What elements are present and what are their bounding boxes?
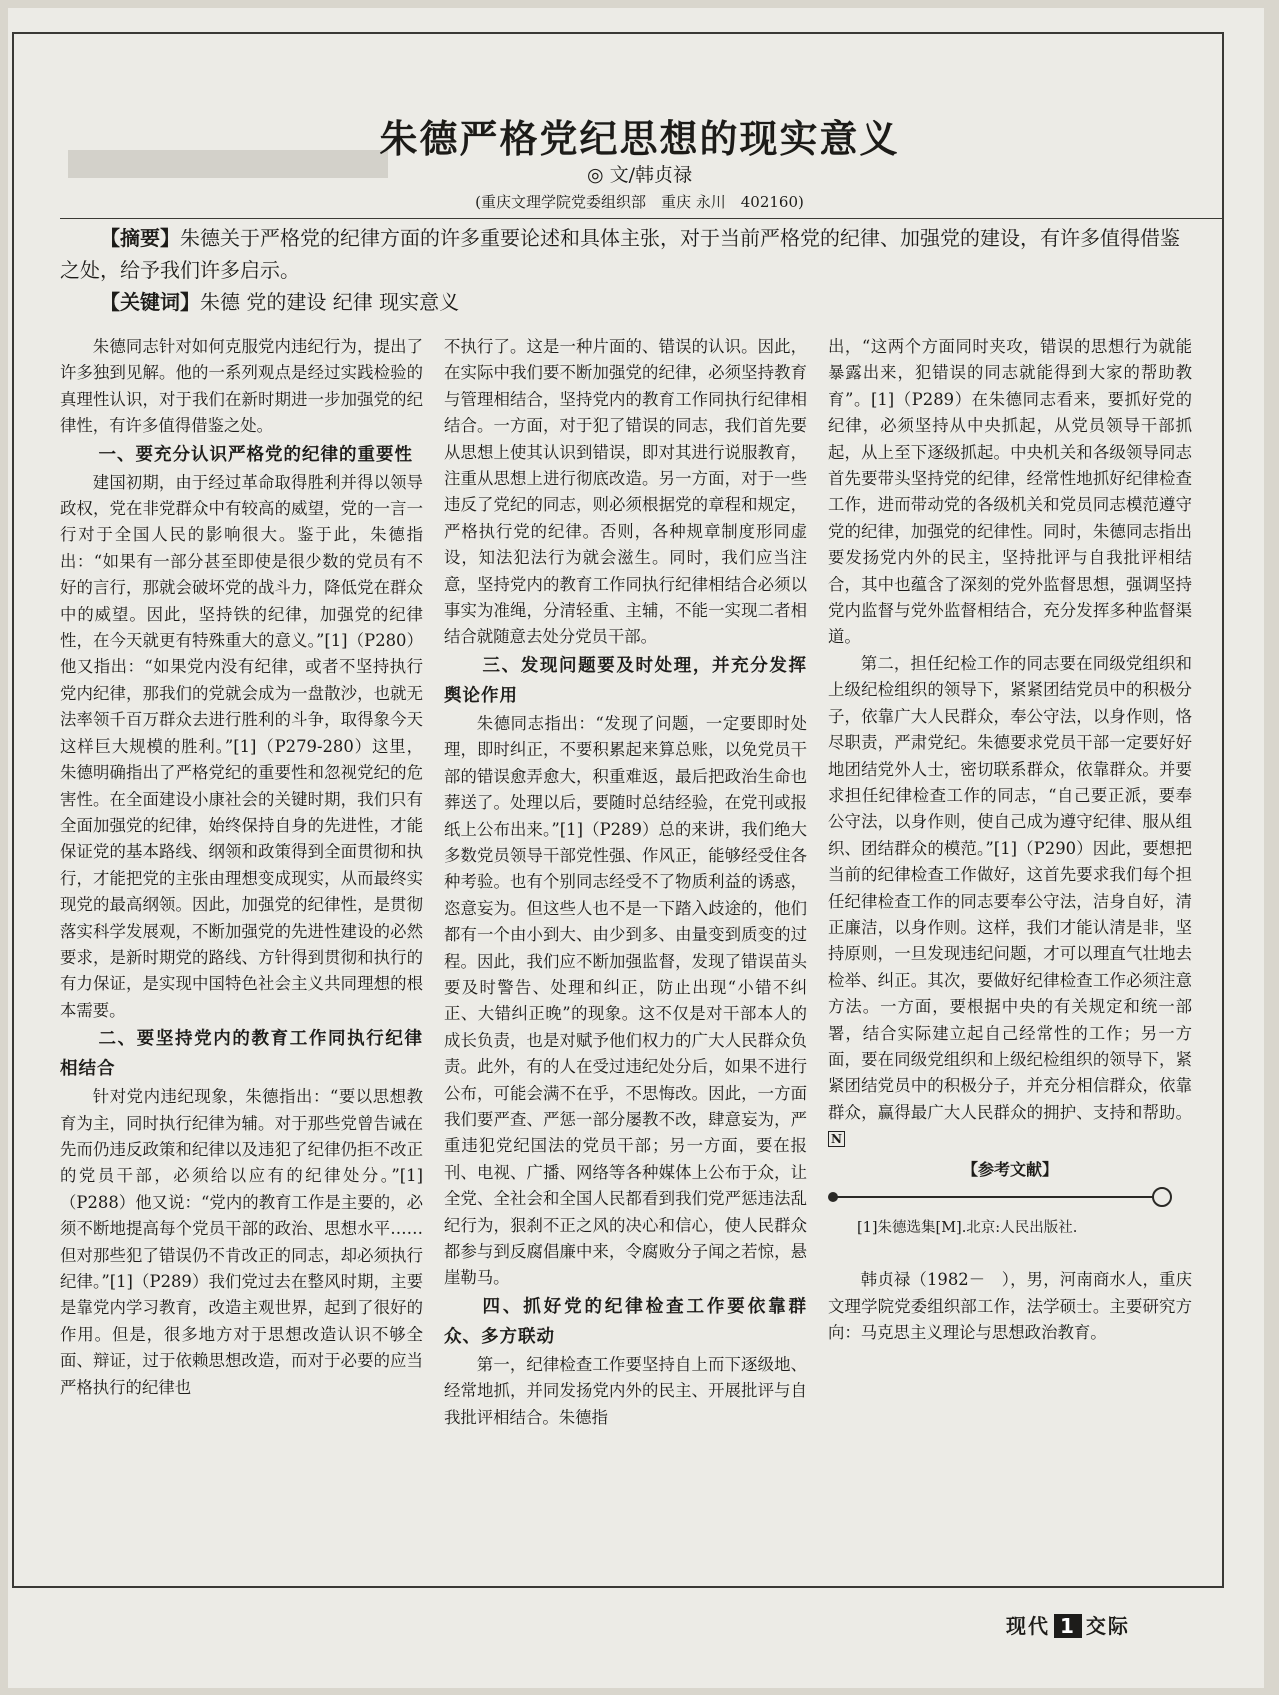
journal-name-right: 交际: [1085, 1614, 1130, 1638]
reference-item: [1]朱德选集[M].北京:人民出版社.: [857, 1220, 1078, 1236]
column-1: [60, 334, 423, 1401]
journal-footer: [1006, 1610, 1130, 1639]
section-2-paragraph: 针对党内违纪现象，朱德指出：“要以思想教育为主，同时执行纪律为辅。对于那些党曾告诫在先而仍违反政策和纪律以及违犯了纪律仍拒不改正的党员干部，必须给以应有的纪律处分。”[1]（P288）他又说：“党内的教育工作是主要的，必须不断地提高每个党员干部的政治、思想水平……但对那些犯了错误仍不肯改正的同志，却必须执行纪律。”[1]（P289）我们党过去在整风时期，主要是靠党内学习教育，改造主观世界，起到了很好的作用。但是，很多地方对于思想改造认识不够全面、辩证，过于依赖思想改造，而对于必要的应当严格执行的纪律也: [60, 1087, 423, 1397]
abstract-block: [60, 222, 1180, 318]
abstract-text: 朱德关于严格党的纪律方面的许多重要论述和具体主张，对于当前严格党的纪律、加强党的建设，有许多值得借鉴之处，给予我们许多启示。: [60, 226, 1180, 282]
section-4-paragraph-1: 第一，纪律检查工作要坚持自上而下逐级地、经常地抓，并同发扬党内外的民主、开展批评与自我批评相结合。朱德指: [444, 1354, 807, 1427]
author-bio: 韩贞禄（1982－ ），男，河南商水人，重庆文理学院党委组织部工作，法学硕士。主要研究方向：马克思主义理论与思想政治教育。: [828, 1270, 1192, 1343]
section-2-paragraph-cont: 不执行了。这是一种片面的、错误的认识。因此，在实际中我们要不断加强党的纪律，必须坚持教育与管理相结合，坚持党内的教育工作同执行纪律相结合。一方面，对于犯了错误的同志，我们首先要从思想上使其认识到错误，即对其进行说服教育，注重从思想上进行彻底改造。另一方面，对于一些违反了党纪的同志，则必须根据党的章程和规定，严格执行党的纪律。否则，各种规章制度形同虚设，知法犯法行为就会滋生。同时，我们应当注意，坚持党内的教育工作同执行纪律相结合必须以事实为准绳，分清轻重、主辅，不能一实现二者相结合就随意去处分党员干部。: [444, 337, 807, 647]
header-rule: [60, 218, 1222, 219]
references-heading: 【参考文献】: [961, 1159, 1058, 1179]
column-2: [444, 334, 807, 1431]
divider-circle-icon: [1152, 1187, 1172, 1207]
section-heading-1: 一、要充分认识严格党的纪律的重要性: [98, 444, 413, 465]
divider-line: [836, 1196, 1156, 1198]
section-heading-2: 二、要坚持党内的教育工作同执行纪律相结合: [60, 1029, 423, 1080]
page-number: 1: [1054, 1614, 1082, 1638]
article-title: 朱德严格党纪思想的现实意义: [379, 116, 900, 161]
section-3-paragraph: 朱德同志指出：“发现了问题，一定要即时处理，即时纠正，不要积累起来算总账，以免党员干部的错误愈弄愈大，积重难返，最后把政治生命也葬送了。处理以后，要随时总结经验，在党刊或报纸上公布出来。”[1]（P289）总的来讲，我们绝大多数党员领导干部党性强、作风正，能够经受住各种考验。也有个别同志经受不了物质利益的诱惑，恣意妄为。但这些人也不是一下踏入歧途的，他们都有一个由小到大、由少到多、由量变到质变的过程。因此，我们应不断加强监督，发现了错误苗头要及时警告、处理和纠正，防止出现“小错不纠正、大错纠正晚”的现象。这不仅是对干部本人的成长负责，也是对赋予他们权力的广大人民群众负责。此外，有的人在受过违纪处分后，如果不进行公布，可能会满不在乎，不思悔改。因此，一方面我们要严查、严惩一部分屡教不改，肆意妄为，严重违犯党纪国法的党员干部；另一方面，要在报刊、电视、广播、网络等各种媒体上公布于众，让全党、全社会和全国人民都看到我们党严惩违法乱纪行为，狠刹不正之风的决心和信心，使人民群众都参与到反腐倡廉中来，令腐败分子闻之若惊，悬崖勒马。: [444, 713, 807, 1288]
section-4-paragraph-2: [828, 651, 1192, 1153]
intro-paragraph: 朱德同志针对如何克服党内违纪行为，提出了许多独到见解。他的一系列观点是经过实践检验的真理性认识，对于我们在新时期进一步加强党的纪律性，有许多值得借鉴之处。: [60, 337, 423, 436]
references-divider: [828, 1187, 1192, 1205]
section-heading-3: 三、发现问题要及时处理，并充分发挥舆论作用: [444, 655, 807, 706]
journal-name-left: 现代: [1006, 1614, 1050, 1638]
keywords-label: 【关键词】: [100, 290, 200, 314]
abstract-label: 【摘要】: [100, 226, 180, 250]
column-3: [828, 334, 1192, 1347]
keywords-text: 朱德 党的建设 纪律 现实意义: [200, 290, 460, 314]
end-mark-icon: N: [828, 1131, 845, 1147]
section-heading-4: 四、抓好党的纪律检查工作要依靠群众、多方联动: [444, 1296, 807, 1347]
section-4-paragraph-1-cont: 出，“这两个方面同时夹攻，错误的思想行为就能暴露出来，犯错误的同志就能得到大家的帮助教育”。[1]（P289）在朱德同志看来，要抓好党的纪律，必须坚持从中央抓起，从党员领导干部抓起，从上至下逐级抓起。中央机关和各级领导同志首先要带头坚持党的纪律，经常性地抓好纪律检查工作，进而带动党的各级机关和党员同志模范遵守党的纪律，加强党的纪律性。同时，朱德同志指出要发扬党内外的民主，坚持批评与自我批评相结合，其中也蕴含了深刻的党外监督思想，强调坚持党内监督与党外监督相结合，充分发挥多种监督渠道。: [828, 337, 1192, 647]
article-author: ◎ 文/韩贞禄: [586, 164, 693, 186]
author-affiliation: (重庆文理学院党委组织部 重庆 永川 402160): [475, 193, 804, 211]
section-4-paragraph-2-text: 第二，担任纪检工作的同志要在同级党组织和上级纪检组织的领导下，紧紧团结党员中的积极分子，依靠广大人民群众，奉公守法，以身作则，恪尽职责，严肃党纪。朱德要求党员干部一定要好好地团结党外人士，密切联系群众，依靠群众。并要求担任纪律检查工作的同志，“自己要正派，要奉公守法，以身作则，使自己成为遵守纪律、服从组织、团结群众的模范。”[1]（P290）因此，要想把当前的纪律检查工作做好，这首先要求我们每个担任纪律检查工作的同志要奉公守法，洁身自好，清正廉洁，以身作则。这样，我们才能认清是非，坚持原则，一旦发现违纪问题，才可以理直气壮地去检举、纠正。其次，要做好纪律检查工作必须注意方法。一方面，要根据中央的有关规定和统一部署，结合实际建立起自己经常性的工作；另一方面，要在同级党组织和上级纪检组织的领导下，紧紧团结党员中的积极分子，并充分相信群众，依靠群众，赢得最广大人民群众的拥护、支持和帮助。: [828, 653, 1192, 1122]
section-1-paragraph: 建国初期，由于经过革命取得胜利并得以领导政权，党在非党群众中有较高的威望，党的一言一行对于全国人民的影响很大。鉴于此，朱德指出：“如果有一部分甚至即使是很少数的党员有不好的言行，那就会破坏党的战斗力，降低党在群众中的威望。因此，坚持铁的纪律，加强党的纪律性，在今天就更有特殊重大的意义。”[1]（P280）他又指出：“如果党内没有纪律，或者不坚持执行党内纪律，那我们的党就会成为一盘散沙，也就无法率领千百万群众去进行胜利的斗争，取得象今天这样巨大规模的胜利。”[1]（P279-280）这里，朱德明确指出了严格党纪的重要性和忽视党纪的危害性。在全面建设小康社会的关键时期，我们只有全面加强党的纪律，始终保持自身的先进性，才能保证党的基本路线、纲领和政策得到全面贯彻和执行，才能把党的主张由理想变成现实，从而最终实现党的最高纲领。因此，加强党的纪律性，是贯彻落实科学发展观，不断加强党的先进性建设的必然要求，是新时期党的路线、方针得到贯彻和执行的有力保证，是实现中国特色社会主义共同理想的根本需要。: [60, 472, 423, 1020]
